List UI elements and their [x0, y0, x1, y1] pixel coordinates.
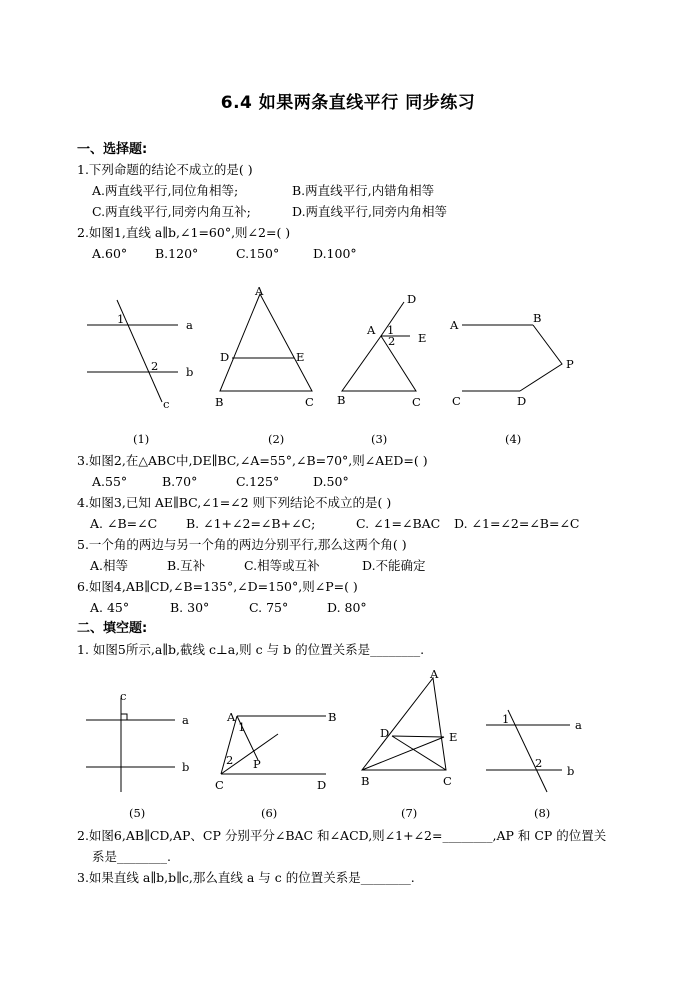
fig8-label-b: b	[567, 764, 575, 778]
fig6-label-C: C	[215, 778, 224, 792]
figure-1	[87, 300, 178, 402]
q4-stem: 4.如图3,已知 AE∥BC,∠1=∠2 则下列结论不成立的是( )	[77, 495, 392, 510]
q4-option-d: D. ∠1=∠2=∠B=∠C	[454, 516, 580, 531]
q1-option-b: B.两直线平行,内错角相等	[292, 183, 435, 198]
q2-option-d: D.100°	[313, 246, 357, 261]
fig2-label-C: C	[305, 395, 314, 409]
fig3-angle-2: 2	[388, 334, 396, 348]
fig2-label-D: D	[220, 350, 230, 364]
q5-option-b: B.互补	[167, 558, 206, 573]
fig6-label-A: A	[227, 710, 236, 724]
q2-option-a: A.60°	[92, 246, 128, 261]
fig7-line-de	[392, 736, 444, 737]
fig4-label-B: B	[533, 311, 542, 325]
fig8-caption: (8)	[534, 806, 551, 820]
fig5-label-b: b	[182, 760, 190, 774]
q6-option-b: B. 30°	[170, 600, 210, 615]
fig4-label-C: C	[452, 394, 461, 408]
fig8-angle-2: 2	[535, 756, 543, 770]
fig2-triangle	[220, 294, 312, 391]
fig7-label-B: B	[361, 774, 370, 788]
q5-option-d: D.不能确定	[362, 558, 426, 573]
fig6-angle-1: 1	[238, 720, 246, 734]
q3-option-c: C.125°	[236, 474, 280, 489]
fill-q3: 3.如果直线 a∥b,b∥c,那么直线 a 与 c 的位置关系是________.	[77, 870, 415, 885]
fig6-label-B: B	[328, 710, 337, 724]
figure-3	[342, 302, 416, 391]
q5-option-a: A.相等	[90, 558, 129, 573]
fig4-polyline-bpd	[520, 325, 562, 391]
q3-stem: 3.如图2,在△ABC中,DE∥BC,∠A=55°,∠B=70°,则∠AED=( )	[77, 453, 428, 468]
fig3-label-B: B	[337, 393, 346, 407]
figure-5	[86, 698, 175, 792]
fig6-label-D: D	[317, 778, 327, 792]
fig8-label-a: a	[575, 718, 582, 732]
fig5-label-a: a	[182, 713, 189, 727]
fig1-caption: (1)	[133, 432, 150, 446]
fig8-transversal	[508, 710, 547, 792]
figures-row-2	[0, 664, 696, 828]
q3-option-a: A.55°	[92, 474, 128, 489]
figure-8	[486, 710, 570, 792]
fig3-label-A: A	[367, 323, 376, 337]
q1-option-a: A.两直线平行,同位角相等;	[92, 183, 239, 198]
fig7-triangle	[362, 678, 446, 770]
q2-stem: 2.如图1,直线 a∥b,∠1=60°,则∠2=( )	[77, 225, 291, 240]
q6-option-c: C. 75°	[249, 600, 289, 615]
section-fill-heading: 二、填空题:	[77, 621, 148, 636]
fig4-label-A: A	[450, 318, 459, 332]
q2-option-b: B.120°	[155, 246, 199, 261]
q3-option-b: B.70°	[162, 474, 198, 489]
q5-stem: 5.一个角的两边与另一个角的两边分别平行,那么这两个角( )	[77, 537, 407, 552]
fig7-label-D: D	[380, 726, 390, 740]
fig6-label-P: P	[253, 757, 261, 771]
fig8-angle-1: 1	[502, 712, 510, 726]
fig1-angle-2: 2	[151, 359, 159, 373]
q1-option-d: D.两直线平行,同旁内角相等	[292, 204, 448, 219]
fig1-angle-1: 1	[117, 312, 125, 326]
q4-option-a: A. ∠B=∠C	[90, 516, 158, 531]
fig5-caption: (5)	[129, 806, 146, 820]
q5-option-c: C.相等或互补	[244, 558, 320, 573]
fig2-label-E: E	[296, 350, 305, 364]
fig2-caption: (2)	[268, 432, 285, 446]
fig7-line-dc	[392, 736, 446, 770]
q4-option-b: B. ∠1+∠2=∠B+∠C;	[186, 516, 316, 531]
fig7-label-C: C	[443, 774, 452, 788]
fill-q2-line1: 2.如图6,AB∥CD,AP、CP 分别平分∠BAC 和∠ACD,则∠1+∠2=________,AP 和 CP 的位置关	[77, 828, 607, 843]
figure-6	[221, 716, 326, 774]
q6-option-d: D. 80°	[327, 600, 367, 615]
fig1-label-c: c	[163, 397, 170, 411]
fig2-label-B: B	[215, 395, 224, 409]
q3-option-d: D.50°	[313, 474, 349, 489]
section-choice-heading: 一、选择题:	[77, 142, 148, 157]
q4-option-c: C. ∠1=∠BAC	[356, 516, 441, 531]
fig3-label-C: C	[412, 395, 421, 409]
fig4-label-P: P	[566, 357, 574, 371]
fig6-caption: (6)	[261, 806, 278, 820]
fig4-caption: (4)	[505, 432, 522, 446]
fig5-right-angle-mark	[121, 714, 127, 720]
fig3-label-E: E	[418, 331, 427, 345]
fig6-angle-2: 2	[226, 753, 234, 767]
figures-row-1	[0, 280, 696, 450]
fill-q2-line2: 系是________.	[92, 849, 171, 864]
fig1-label-a: a	[186, 318, 193, 332]
q6-stem: 6.如图4,AB∥CD,∠B=135°,∠D=150°,则∠P=( )	[77, 579, 358, 594]
figure-7	[362, 678, 446, 770]
fig5-label-c: c	[120, 689, 127, 703]
fig2-label-A: A	[255, 284, 264, 298]
q6-option-a: A. 45°	[90, 600, 130, 615]
q2-option-c: C.150°	[236, 246, 280, 261]
fill-q1: 1. 如图5所示,a∥b,截线 c⊥a,则 c 与 b 的位置关系是________.	[77, 642, 425, 657]
fig3-caption: (3)	[371, 432, 388, 446]
fig3-triangle	[342, 336, 416, 391]
fig4-label-D: D	[517, 394, 527, 408]
fig3-label-D: D	[407, 292, 417, 306]
fig1-label-b: b	[186, 365, 194, 379]
fig7-label-A: A	[430, 667, 439, 681]
fig7-caption: (7)	[401, 806, 418, 820]
page-title: 6.4 如果两条直线平行 同步练习	[220, 93, 476, 113]
fig3-angle-1: 1	[387, 323, 395, 337]
q1-stem: 1.下列命题的结论不成立的是( )	[77, 162, 253, 177]
figure-4	[462, 325, 562, 391]
figure-2	[220, 294, 312, 391]
fig7-label-E: E	[449, 730, 458, 744]
q1-option-c: C.两直线平行,同旁内角互补;	[92, 204, 251, 219]
